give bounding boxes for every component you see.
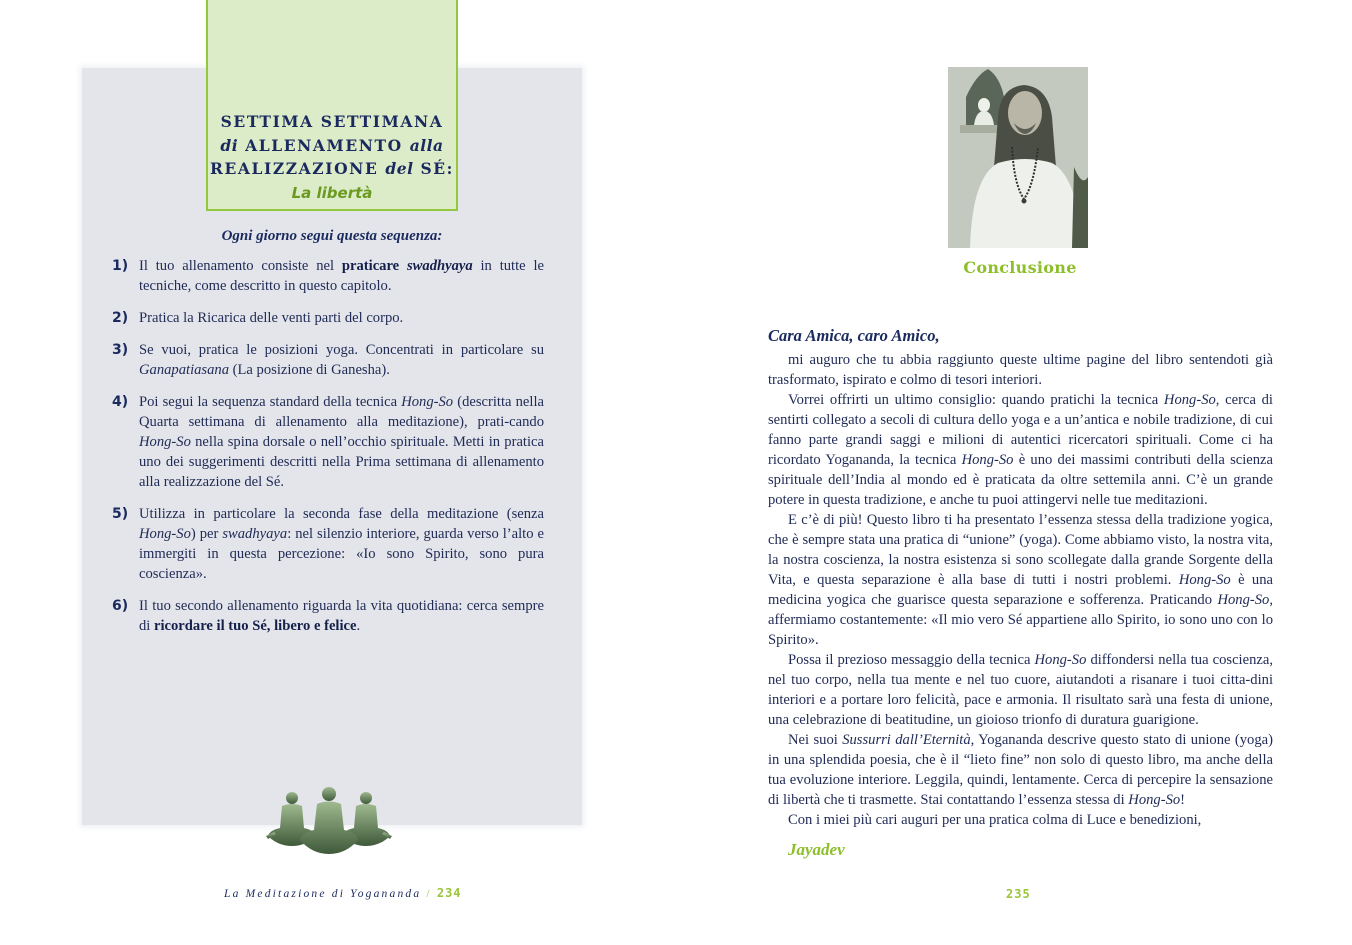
paragraph: Nei suoi Sussurri dall’Eternità, Yogananda descrive questo stato di unione (yoga) in una splendida poesia, che è il “lieto fine” non solo di questo libro, ma anche della tua evoluzione interiore. Leggila, quindi, lentamente. Cerca di percepire la sensazione di libertà che ti trasmette. Stai contattando l’essenza stessa di Hong-So! <box>768 732 1273 808</box>
chapter-title: SETTIMA SETTIMANA di ALLENAMENTO alla REALIZZAZIONE del SÉ: La libertà <box>209 112 454 202</box>
step-item: 3) Se vuoi, pratica le posizioni yoga. Concentrati in particolare su Ganapatiasana (La posizione di Ganesha). <box>112 342 544 378</box>
paragraph: Con i miei più cari auguri per una pratica colma di Luce e benedizioni, <box>788 812 1202 828</box>
step-item: 1) Il tuo allenamento consiste nel praticare swadhyaya in tutte le tecniche, come descritto in questo capitolo. <box>112 258 544 294</box>
page-number: 235 <box>1006 887 1031 901</box>
author-photo <box>948 67 1088 248</box>
chapter-heading-box <box>206 0 458 211</box>
paragraph: Vorrei offrirti un ultimo consiglio: quando pratichi la tecnica Hong-So, cerca di sentirti collegato a secoli di cultura dello yoga e a un’antica e nobile tradizione, di cui fanno parte grandi saggi e milioni di autentici ricercatori spirituali. Come ci ha ricordato Yogananda, la tecnica Hong-So è uno dei massimi contributi della scienza spirituale dell’India al mondo ed è praticata da oltre settemila anni. C’è un grande potere in questa tradizione, e anche tu puoi attingervi nelle tue meditazioni. <box>768 392 1274 508</box>
paragraph: mi auguro che tu abbia raggiunto queste ultime pagine del libro sentendoti già trasformato, ispirato e colmo di tesori interiori. <box>768 352 1273 388</box>
step-item: 6) Il tuo secondo allenamento riguarda la vita quotidiana: cerca sempre di ricordare il tuo Sé, libero e felice. <box>112 598 544 634</box>
page-number: 234 <box>436 886 462 900</box>
letter-body <box>768 350 1273 830</box>
right-page <box>676 0 1352 945</box>
running-title: La Meditazione di Yogananda <box>224 888 422 900</box>
chapter-subtitle: La libertà <box>291 183 373 202</box>
steps-list <box>112 256 544 648</box>
step-item: 4) Poi segui la sequenza standard della tecnica Hong-So (descritta nella Quarta settimana di allenamento alla meditazione), prati-cando Hong-So nella spina dorsale o nell’occhio spirituale. Metti in pratica uno dei suggerimenti descritti nella Prima settimana di allenamento alla realizzazione del Sé. <box>112 394 544 490</box>
step-item: 2) Pratica la Ricarica delle venti parti del corpo. <box>112 310 404 326</box>
meditating-figures-icon <box>262 784 396 856</box>
sequence-heading: Ogni giorno segui questa sequenza: <box>221 228 443 244</box>
section-title: Conclusione <box>963 258 1077 277</box>
page-footer-left: La Meditazione di Yogananda / 234 <box>224 886 462 900</box>
paragraph: Possa il prezioso messaggio della tecnica Hong-So diffondersi nella tua coscienza, nel tuo corpo, nella tua mente e nel tuo cuore, aiutandoti a risanare i tuoi citta-dini interiori e a portare loro felicità, pace e armonia. Il risultato sarà una festa di unione, una celebrazione di beatitudine, un gioioso trionfo di duratura guarigione. <box>768 652 1273 728</box>
paragraph: E c’è di più! Questo libro ti ha presentato l’essenza stessa della tradizione yogica, che è sempre stata una pratica di “unione” (yoga). Come abbiamo visto, la nostra vita, la nostra coscienza, la nostra esistenza si sono scollegate dalla grande Sorgente della Vita, e questa separazione è alla base di tutti i nostri problemi. Hong-So è una medicina yogica che guarisce questa separazione e sofferenza. Praticando Hong-So, affermiamo costantemente: «Il mio vero Sé appartiene allo Spirito, io sono uno con lo Spirito». <box>768 512 1273 648</box>
step-item: 5) Utilizza in particolare la seconda fase della meditazione (senza Hong-So) per swadhyaya: nel silenzio interiore, guarda verso l’alto e immergiti in questa percezione: «Io sono Spirito, sono pura coscienza». <box>112 506 544 582</box>
salutation: Cara Amica, caro Amico, <box>768 326 940 345</box>
signature: Jayadev <box>788 840 845 859</box>
